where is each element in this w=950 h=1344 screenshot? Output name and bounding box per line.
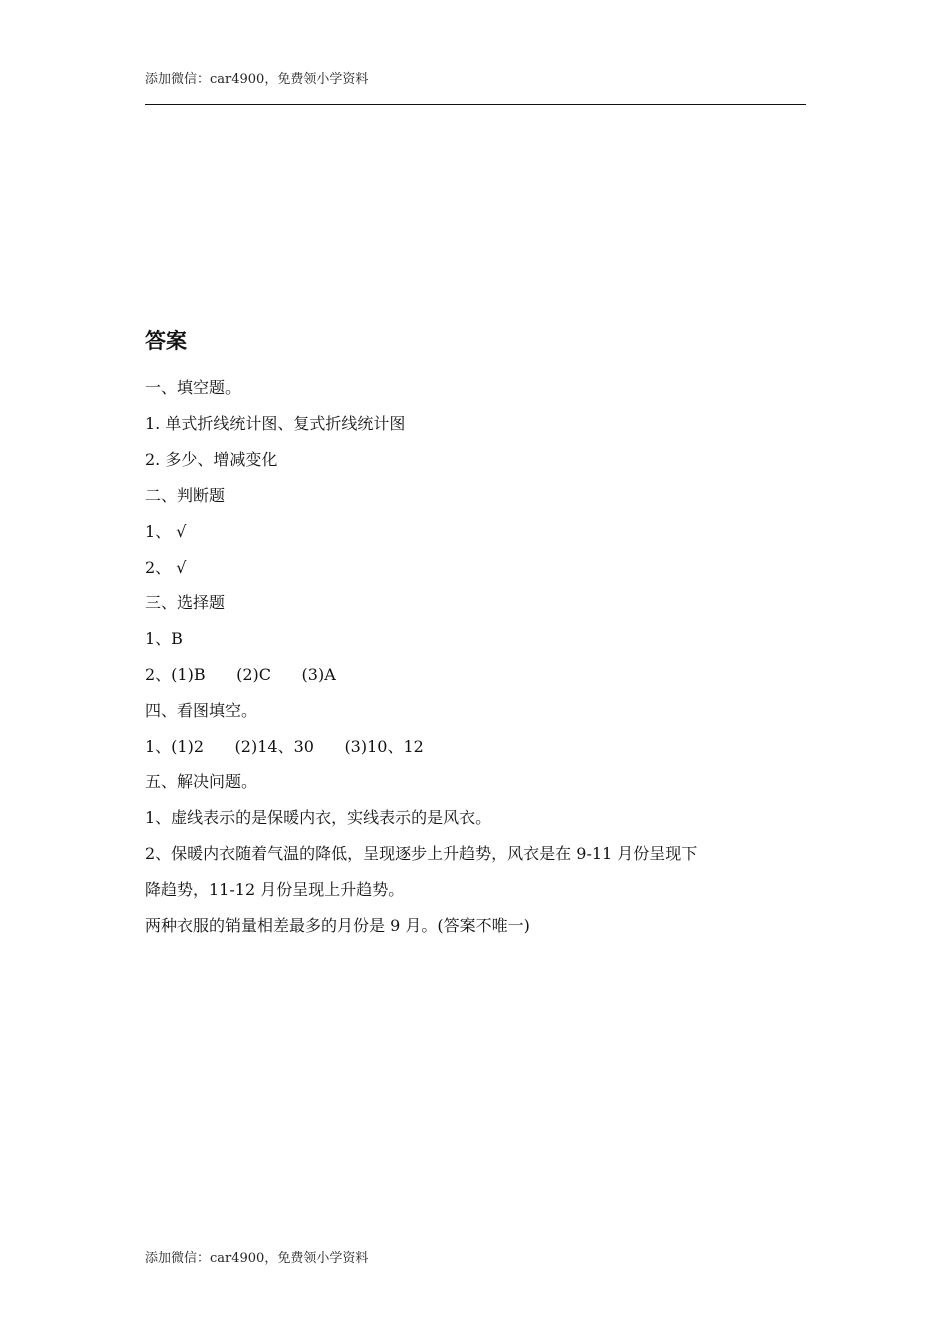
footer-text: 添加微信：car4900，免费领小学资料 bbox=[145, 1251, 369, 1266]
answer-line: 2、保暖内衣随着气温的降低，呈现逐步上升趋势，风衣是在 9-11 月份呈现下 bbox=[145, 844, 698, 863]
answer-line: 2. 多少、增减变化 bbox=[145, 450, 278, 469]
answer-line: 1、虚线表示的是保暖内衣，实线表示的是风衣。 bbox=[145, 808, 492, 827]
answer-line: 两种衣服的销量相差最多的月份是 9 月。(答案不唯一) bbox=[145, 916, 530, 935]
header-rule bbox=[145, 104, 806, 105]
answer-title: 答案 bbox=[145, 329, 187, 353]
section-heading-choice: 三、选择题 bbox=[145, 593, 226, 612]
answer-line: 1、 √ bbox=[145, 522, 187, 541]
answer-line: 2、 √ bbox=[145, 558, 187, 577]
answer-line: 1、(1)2 (2)14、30 (3)10、12 bbox=[145, 737, 424, 756]
answer-line: 降趋势，11-12 月份呈现上升趋势。 bbox=[145, 880, 405, 899]
section-heading-fill-in: 一、填空题。 bbox=[145, 378, 242, 397]
header-text: 添加微信：car4900，免费领小学资料 bbox=[145, 72, 369, 87]
section-heading-problem-solving: 五、解决问题。 bbox=[145, 772, 258, 791]
answer-line: 1、B bbox=[145, 629, 183, 648]
section-heading-judgement: 二、判断题 bbox=[145, 486, 226, 505]
section-heading-read-chart: 四、看图填空。 bbox=[145, 701, 258, 720]
answer-line: 2、(1)B (2)C (3)A bbox=[145, 665, 336, 684]
answer-line: 1. 单式折线统计图、复式折线统计图 bbox=[145, 414, 406, 433]
